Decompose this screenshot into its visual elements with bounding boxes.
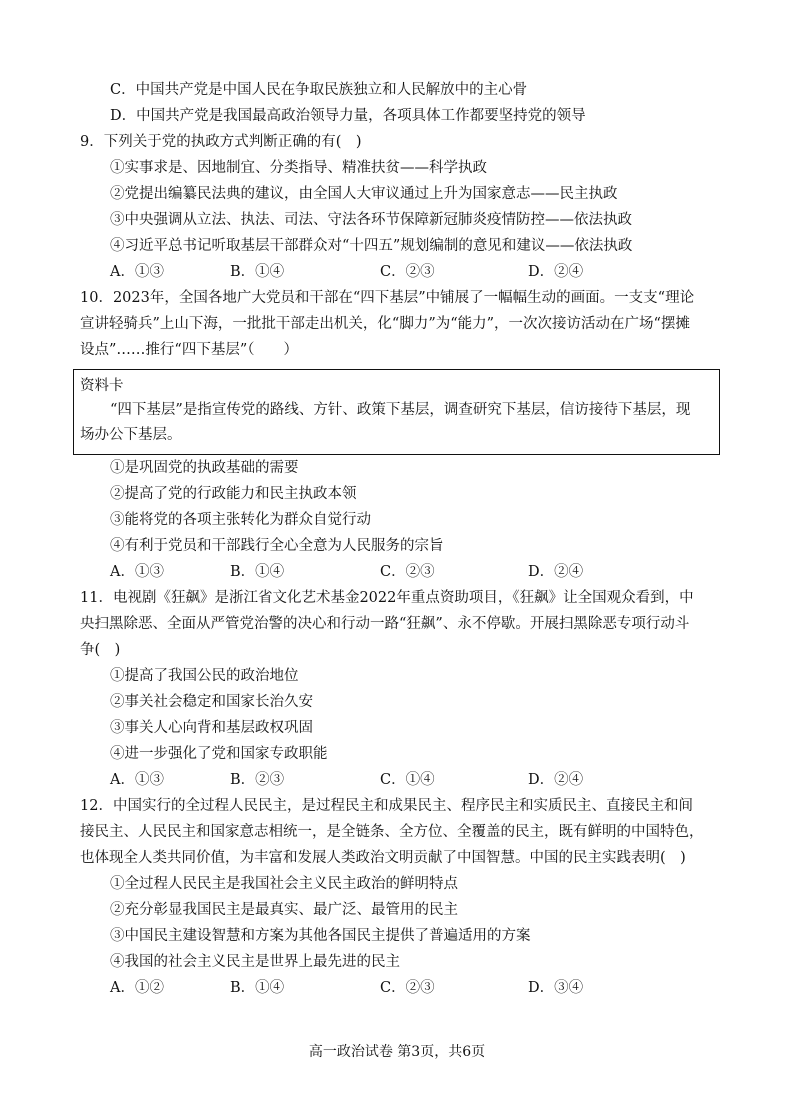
q12-item-1: ①全过程人民民主是我国社会主义民主政治的鲜明特点 xyxy=(110,876,458,892)
q9-item-2: ②党提出编纂民法典的建议，由全国人大审议通过上升为国家意志——民主执政 xyxy=(110,186,618,202)
q9-option-a: A．①③ xyxy=(110,264,164,280)
q10-stem-line-1: 10．2023年，全国各地广大党员和干部在“四下基层”中铺展了一幅幅生动的画面。一支支“理论 xyxy=(80,290,695,306)
q10-option-a: A．①③ xyxy=(110,564,164,580)
q12-stem-line-2: 接民主、人民民主和国家意志相统一，是全链条、全方位、全覆盖的民主，既有鲜明的中国特色， xyxy=(80,824,704,840)
info-card-line-2: 场办公下基层。 xyxy=(80,427,182,443)
q12-option-d: D．③④ xyxy=(528,980,584,996)
q8-option-c: C．中国共产党是中国人民在争取民族独立和人民解放中的主心骨 xyxy=(110,82,528,98)
q9-stem: 9．下列关于党的执政方式判断正确的有( ) xyxy=(80,134,362,150)
q10-option-b: B．①④ xyxy=(230,564,285,580)
q11-option-d: D．②④ xyxy=(528,772,584,788)
q9-item-3: ③中央强调从立法、执法、司法、守法各环节保障新冠肺炎疫情防控——依法执政 xyxy=(110,212,632,228)
page-footer: 高一政治试卷 第3页，共6页 xyxy=(308,1044,486,1060)
q12-stem-line-1: 12．中国实行的全过程人民民主，是过程民主和成果民主、程序民主和实质民主、直接民主和间 xyxy=(80,798,693,814)
info-card-line-1: “四下基层”是指宣传党的路线、方针、政策下基层，调查研究下基层，信访接待下基层，现 xyxy=(110,402,691,418)
q11-stem-line-3: 争( ) xyxy=(80,642,121,658)
q10-stem-line-3: 设点”……推行“四下基层”（ ） xyxy=(80,342,298,358)
q12-item-3: ③中国民主建设智慧和方案为其他各国民主提供了普遍适用的方案 xyxy=(110,928,531,944)
q12-stem-line-3: 也体现全人类共同价值，为丰富和发展人类政治文明贡献了中国智慧。中国的民主实践表明( ) xyxy=(80,850,686,866)
q12-item-2: ②充分彰显我国民主是最真实、最广泛、最管用的民主 xyxy=(110,902,458,918)
q11-stem-line-1: 11．电视剧《狂飙》是浙江省文化艺术基金2022年重点资助项目，《狂飙》让全国观众看到，中 xyxy=(80,590,694,606)
q9-option-b: B．①④ xyxy=(230,264,285,280)
q12-option-c: C．②③ xyxy=(380,980,435,996)
q11-item-2: ②事关社会稳定和国家长治久安 xyxy=(110,694,313,710)
q9-option-c: C．②③ xyxy=(380,264,435,280)
q10-item-2: ②提高了党的行政能力和民主执政本领 xyxy=(110,486,357,502)
q9-option-d: D．②④ xyxy=(528,264,584,280)
q9-item-1: ①实事求是、因地制宜、分类指导、精准扶贫——科学执政 xyxy=(110,160,487,176)
q12-option-b: B．①④ xyxy=(230,980,285,996)
q8-option-d: D．中国共产党是我国最高政治领导力量，各项具体工作都要坚持党的领导 xyxy=(110,108,586,124)
q10-item-3: ③能将党的各项主张转化为群众自觉行动 xyxy=(110,512,371,528)
q10-option-c: C．②③ xyxy=(380,564,435,580)
q9-item-4: ④习近平总书记听取基层干部群众对“十四五”规划编制的意见和建议——依法执政 xyxy=(110,238,633,254)
q11-option-a: A．①③ xyxy=(110,772,164,788)
q10-item-4: ④有利于党员和干部践行全心全意为人民服务的宗旨 xyxy=(110,538,444,554)
q11-stem-line-2: 央扫黑除恶、全面从严管党治警的决心和行动一路“狂飙”、永不停歇。开展扫黑除恶专项行动斗 xyxy=(80,616,690,632)
q11-option-c: C．①④ xyxy=(380,772,435,788)
q12-item-4: ④我国的社会主义民主是世界上最先进的民主 xyxy=(110,954,400,970)
q12-option-a: A．①② xyxy=(110,980,164,996)
q11-item-3: ③事关人心向背和基层政权巩固 xyxy=(110,720,313,736)
q10-stem-line-2: 宣讲轻骑兵”上山下海，一批批干部走出机关，化“脚力”为“能力”，一次次接访活动在广场“摆摊 xyxy=(80,316,690,332)
info-card-title: 资料卡 xyxy=(80,378,124,394)
q10-item-1: ①是巩固党的执政基础的需要 xyxy=(110,460,299,476)
q11-item-1: ①提高了我国公民的政治地位 xyxy=(110,668,299,684)
q11-option-b: B．②③ xyxy=(230,772,285,788)
q11-item-4: ④进一步强化了党和国家专政职能 xyxy=(110,746,328,762)
q10-option-d: D．②④ xyxy=(528,564,584,580)
